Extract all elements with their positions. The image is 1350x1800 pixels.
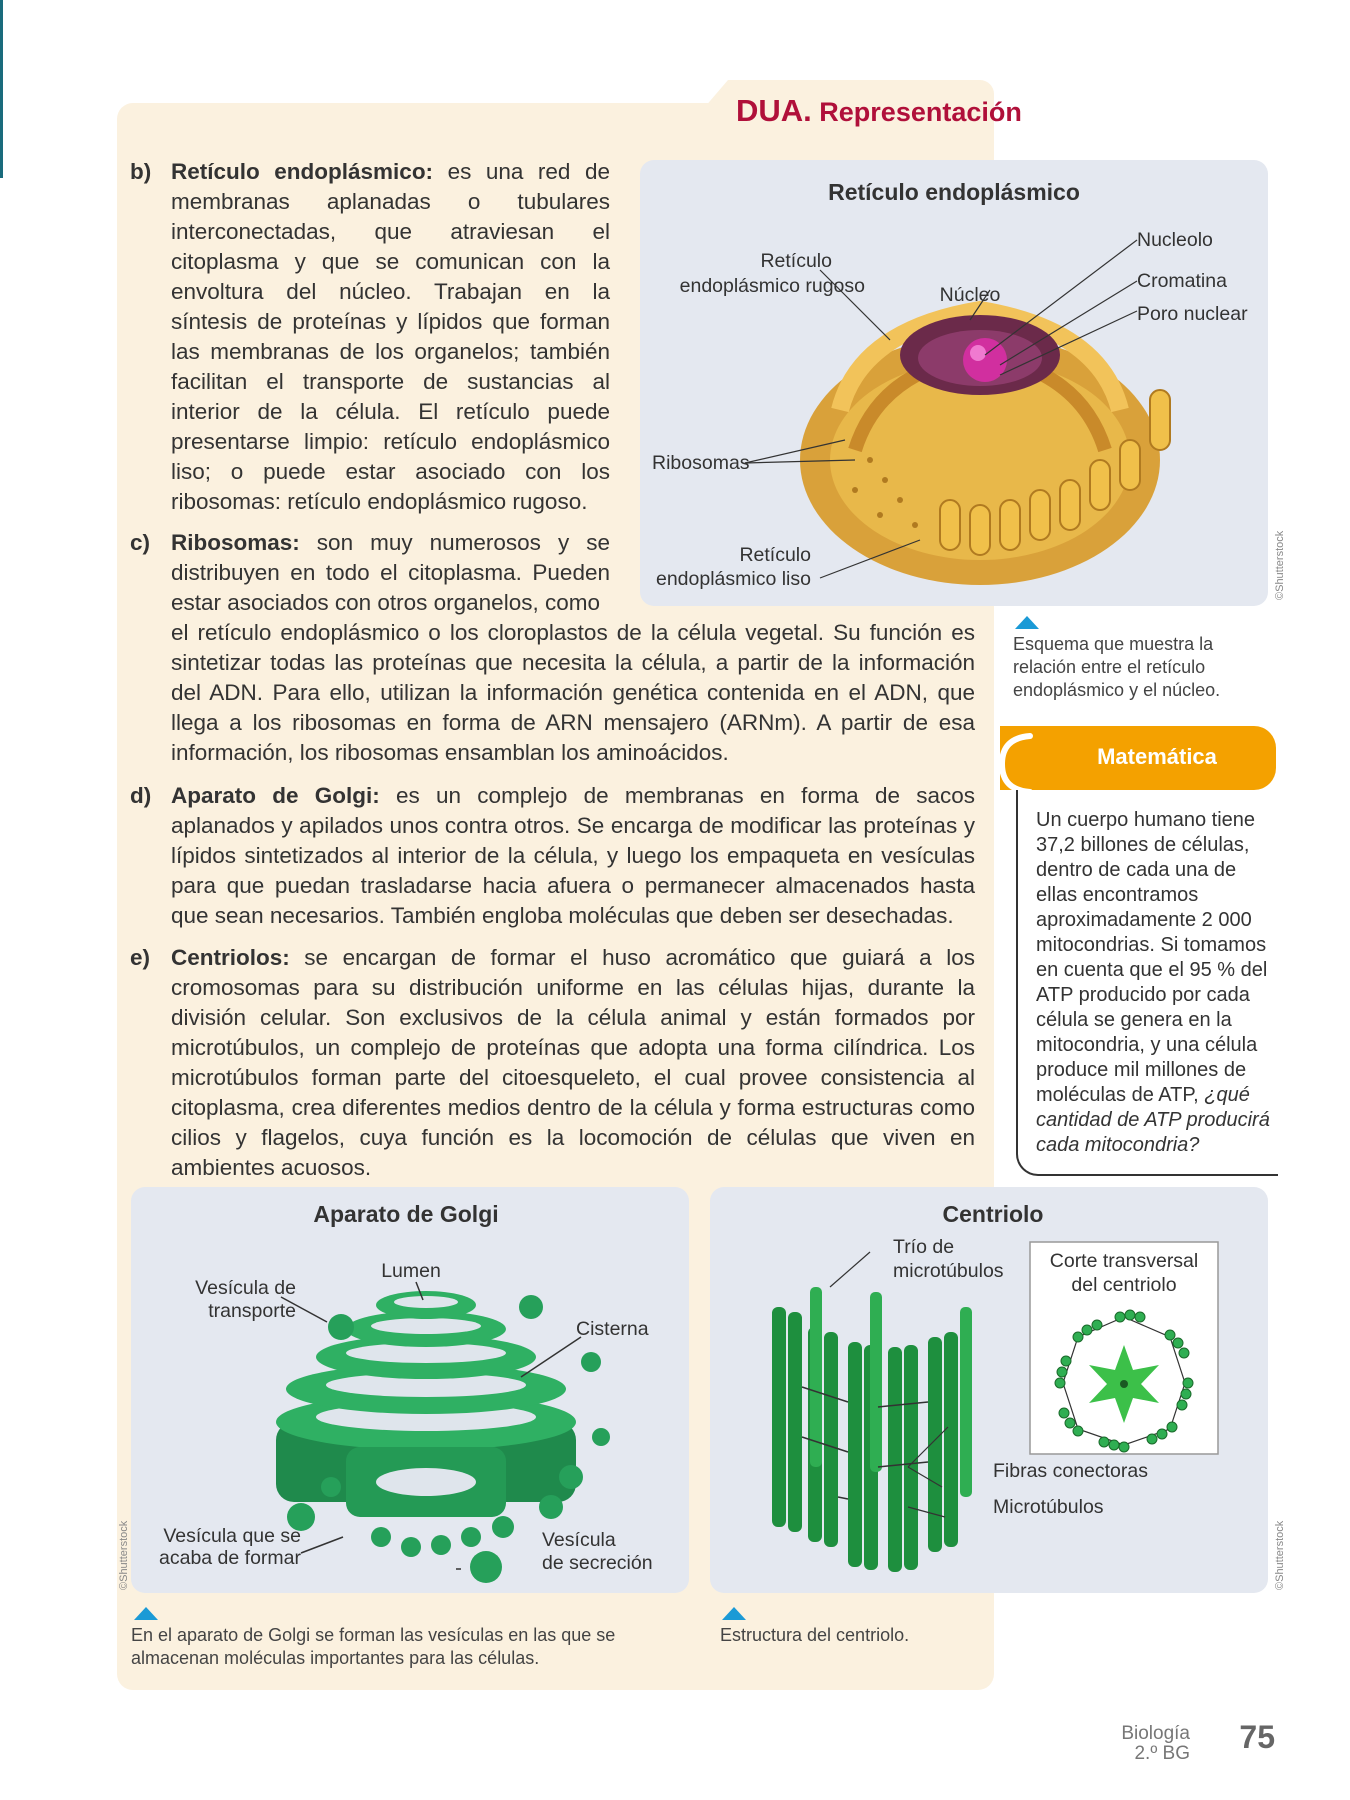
item-letter: d) xyxy=(130,783,152,808)
label-corte-1: Corte transversal xyxy=(1049,1250,1199,1272)
label-trio-2: microtúbulos xyxy=(893,1260,1004,1282)
label-fibras: Fibras conectoras xyxy=(993,1460,1148,1482)
item-letter: c) xyxy=(130,530,151,555)
centriolo-illustration xyxy=(710,1187,1268,1593)
figure-centriolo xyxy=(710,1187,1268,1593)
label-vs-2: de secreción xyxy=(542,1552,653,1574)
caption-triangle-icon xyxy=(722,1607,746,1620)
label-nucleo: Núcleo xyxy=(939,284,1001,306)
figure-golgi xyxy=(131,1187,689,1593)
math-text: Un cuerpo humano tiene 37,2 billones de células, dentro de cada una de ellas encontramos aproximadamente 2 000 mitocondrias. Si tomamos en cuenta que el 95 % del ATP producido por cada célula se genera en la mitocondria, y una célula produce mil millones de moléculas de ATP, ¿qué cantidad de ATP producirá cada mitocondria? xyxy=(1036,809,1270,1156)
label-nucleolo: Nucleolo xyxy=(1137,229,1213,251)
label-cromatina: Cromatina xyxy=(1137,270,1227,292)
credit-shutterstock: ©Shutterstock xyxy=(1274,1520,1286,1590)
item-text: es un complejo de membranas en forma de sacos aplanados y apilados unos contra otros. Se encarga de modificar las proteínas y lípidos sintetizados al interior de la célula, y luego los empaqueta en vesículas para que puedan trasladarse hacia afuera o permanecer almacenados hasta que sean necesarios. También engloba moléculas que deben ser desechadas. xyxy=(171,783,976,928)
item-ribosomas xyxy=(130,528,610,618)
item-term: Aparato de Golgi: xyxy=(171,783,380,808)
credit-shutterstock: ©Shutterstock xyxy=(1274,530,1286,600)
label-lumen: Lumen xyxy=(381,1260,441,1282)
figure-reticulo xyxy=(640,160,1268,606)
microtubule-cylinders xyxy=(772,1287,972,1572)
label-corte-2: del centriolo xyxy=(1071,1274,1177,1296)
item-text: son muy numerosos y se distribuyen en todo el citoplasma. Pueden estar asociados con otros organelos, como xyxy=(171,530,610,615)
caption-centriolo: Estructura del centriolo. xyxy=(720,1625,910,1645)
item-term: Ribosomas: xyxy=(171,530,300,555)
dua-heading: DUA. Representación xyxy=(736,93,1022,128)
math-question: ¿qué cantidad de ATP producirá cada mitocondria? xyxy=(1036,1084,1270,1156)
label-poro-nuclear: Poro nuclear xyxy=(1137,303,1248,325)
item-text: es una red de membranas aplanadas o tubulares interconectadas, que atraviesan el citoplasma y que se comunican con la envoltura del núcleo. Trabajan en la síntesis de proteínas y lípidos que forman las membranas de los organelos; también facilitan el transporte de sustancias al interior de la célula. El retículo puede presentarse limpio: retículo endoplásmico liso; o puede estar asociado con los ribosomas: retículo endoplásmico rugoso. xyxy=(171,159,610,514)
item-letter: b) xyxy=(130,159,152,184)
label-vt-1: Vesícula de xyxy=(195,1277,296,1299)
label-trio-1: Trío de xyxy=(893,1236,955,1258)
caption-triangle-icon xyxy=(134,1607,158,1620)
caption-golgi: En el aparato de Golgi se forman las vesículas en las que se almacenan moléculas importantes para las células. xyxy=(131,1625,616,1668)
label-vt-2: transporte xyxy=(208,1300,296,1322)
caption-reticulo: Esquema que muestra la relación entre el retículo endoplásmico y el núcleo. xyxy=(1013,634,1221,700)
page-number: 75 xyxy=(1239,1719,1275,1755)
item-term: Centriolos: xyxy=(171,945,290,970)
credit-shutterstock: ©Shutterstock xyxy=(118,1520,130,1590)
item-reticulo xyxy=(130,157,610,517)
label-ribosomas: Ribosomas xyxy=(652,452,750,474)
figure-title: Retículo endoplásmico xyxy=(828,179,1080,205)
figure-title: Centriolo xyxy=(942,1201,1044,1227)
figure-title: Aparato de Golgi xyxy=(313,1201,499,1227)
caption-triangle-icon xyxy=(1015,616,1039,629)
label-vq-1: Vesícula que se xyxy=(163,1525,301,1547)
golgi-illustration xyxy=(131,1187,689,1593)
item-text: se encargan de formar el huso acromático que guiará a los cromosomas para su distribución uniforme en las células hijas, durante la división celular. Son exclusivos de la célula animal y están formados por microtúbulos, un complejo de proteínas que adopta una forma cilíndrica. Los microtúbulos forman parte del citoesqueleto, el cual provee consistencia al citoplasma, crea diferentes medios dentro de la célula y forma estructuras como cilios y flagelos, cuya función es la locomoción de células que viven en ambientes acuosos. xyxy=(171,945,975,1180)
label-rel-1: Retículo xyxy=(739,544,811,566)
golgi-stack xyxy=(276,1291,576,1517)
item-centriolos xyxy=(130,943,975,1183)
item-ribosomas-cont: el retículo endoplásmico o los cloroplastos de la célula vegetal. Su función es sintetizar todas las proteínas que necesita la célula, a partir de la información del ADN. Para ello, utilizan la información genética contenida en el ADN, que llega a los ribosomas en forma de ARN mensajero (ARNm). A partir de esa información, los ribosomas ensamblan los aminoácidos. xyxy=(171,620,975,765)
item-term: Retículo endoplásmico: xyxy=(171,159,434,184)
label-rer-1: Retículo xyxy=(760,250,832,272)
left-edge-bar xyxy=(0,0,3,178)
label-rer-2: endoplásmico rugoso xyxy=(679,275,865,297)
label-microtubulos: Microtúbulos xyxy=(993,1496,1104,1518)
label-vs-1: Vesícula xyxy=(542,1529,616,1551)
label-cisterna: Cisterna xyxy=(576,1318,649,1340)
math-title: Matemática xyxy=(1097,744,1217,769)
footer-subject: Biología 2.º BG xyxy=(1121,1723,1190,1764)
item-letter: e) xyxy=(130,945,151,970)
label-vq-2: acaba de formar xyxy=(159,1547,301,1569)
label-rel-2: endoplásmico liso xyxy=(655,568,811,590)
item-golgi xyxy=(130,781,975,931)
reticulo-illustration xyxy=(640,160,1268,606)
